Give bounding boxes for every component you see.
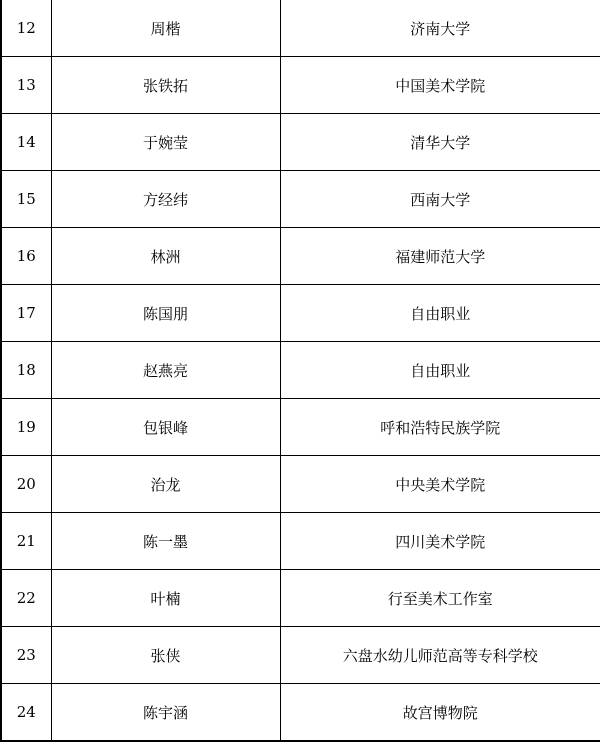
organization: 自由职业 <box>280 285 600 342</box>
person-name: 张侠 <box>51 627 280 684</box>
person-name: 于婉莹 <box>51 114 280 171</box>
table-row <box>1 513 600 570</box>
table-row <box>1 456 600 513</box>
table-row <box>1 570 600 627</box>
row-number: 13 <box>1 57 51 114</box>
person-name: 方经纬 <box>51 171 280 228</box>
person-name: 赵燕亮 <box>51 342 280 399</box>
row-number: 15 <box>1 171 51 228</box>
table-row <box>1 57 600 114</box>
table-row <box>1 342 600 399</box>
organization: 自由职业 <box>280 342 600 399</box>
person-name: 周楷 <box>51 0 280 57</box>
row-number: 20 <box>1 456 51 513</box>
organization: 清华大学 <box>280 114 600 171</box>
person-name: 张铁拓 <box>51 57 280 114</box>
table-row <box>1 684 600 742</box>
row-number: 16 <box>1 228 51 285</box>
organization: 福建师范大学 <box>280 228 600 285</box>
table-row <box>1 114 600 171</box>
row-number: 19 <box>1 399 51 456</box>
row-number: 18 <box>1 342 51 399</box>
person-name: 陈一墨 <box>51 513 280 570</box>
row-number: 21 <box>1 513 51 570</box>
organization: 济南大学 <box>280 0 600 57</box>
organization: 行至美术工作室 <box>280 570 600 627</box>
table-row <box>1 627 600 684</box>
table-row <box>1 0 600 57</box>
organization: 四川美术学院 <box>280 513 600 570</box>
row-number: 17 <box>1 285 51 342</box>
table-row <box>1 171 600 228</box>
organization: 呼和浩特民族学院 <box>280 399 600 456</box>
person-name: 林洲 <box>51 228 280 285</box>
table-row <box>1 399 600 456</box>
person-name: 包银峰 <box>51 399 280 456</box>
organization: 中国美术学院 <box>280 57 600 114</box>
table-row <box>1 285 600 342</box>
organization: 故宫博物院 <box>280 684 600 742</box>
person-name: 陈宇涵 <box>51 684 280 742</box>
organization: 西南大学 <box>280 171 600 228</box>
person-name: 叶楠 <box>51 570 280 627</box>
person-name: 陈国朋 <box>51 285 280 342</box>
row-number: 23 <box>1 627 51 684</box>
row-number: 14 <box>1 114 51 171</box>
person-name: 治龙 <box>51 456 280 513</box>
table-row <box>1 228 600 285</box>
organization: 中央美术学院 <box>280 456 600 513</box>
row-number: 12 <box>1 0 51 57</box>
row-number: 22 <box>1 570 51 627</box>
roster-body <box>1 0 600 741</box>
organization: 六盘水幼儿师范高等专科学校 <box>280 627 600 684</box>
row-number: 24 <box>1 684 51 742</box>
